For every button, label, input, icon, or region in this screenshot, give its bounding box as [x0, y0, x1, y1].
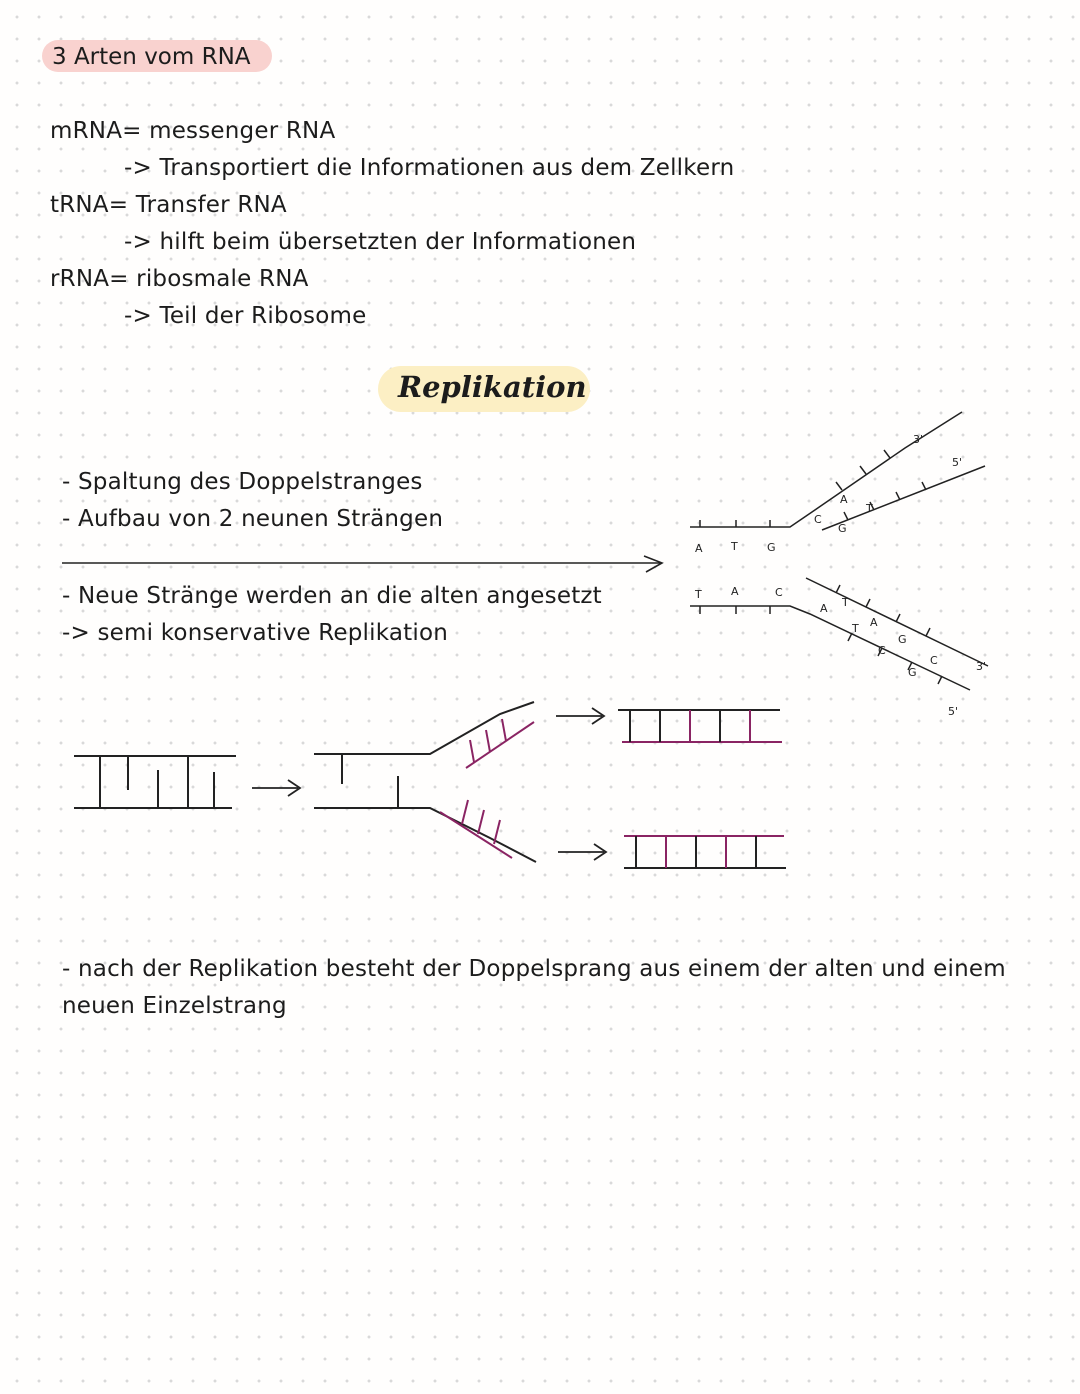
bullet-attach: - Neue Stränge werden an die alten angesetzt: [62, 583, 602, 609]
bullet-split: - Spaltung des Doppelstranges: [62, 469, 423, 495]
end-label: 3': [976, 660, 987, 673]
base-label: C: [878, 644, 886, 657]
fork-base-labels: [694, 433, 986, 718]
rna-type-m: mRNA= messenger RNA: [50, 118, 336, 144]
arrow-1: [252, 780, 300, 796]
end-label: 5': [948, 705, 959, 718]
daughter-strand-1: [618, 710, 782, 742]
section-title: Replikation: [398, 370, 587, 404]
base-label: T: [852, 622, 859, 635]
base-label: G: [908, 666, 917, 679]
base-label: T: [695, 588, 702, 601]
original-double-strand: [74, 756, 236, 808]
base-label: C: [930, 654, 938, 667]
daughter-strand-2: [624, 836, 786, 868]
base-label: G: [838, 522, 847, 535]
rna-type-r: rRNA= ribosmale RNA: [50, 266, 309, 292]
end-label: 3': [913, 433, 924, 446]
base-label: A: [731, 585, 739, 598]
base-label: C: [814, 513, 822, 526]
conclusion-line-1: - nach der Replikation besteht der Doppelsprang aus einem der alten und einem: [62, 956, 1006, 982]
base-label: A: [820, 602, 828, 615]
base-label: A: [870, 616, 878, 629]
base-label: G: [898, 633, 907, 646]
arrow-2: [556, 708, 604, 724]
rna-desc-t: -> hilft beim übersetzten der Informationen: [124, 229, 637, 255]
base-label: A: [695, 542, 703, 555]
arrow-3: [558, 844, 606, 860]
pointer-arrow: [62, 556, 662, 572]
rna-desc-m: -> Transportiert die Informationen aus dem Zellkern: [124, 155, 735, 181]
base-label: T: [866, 502, 873, 515]
base-label: A: [840, 493, 848, 506]
base-label: G: [767, 541, 776, 554]
end-label: 5': [952, 456, 963, 469]
base-label: C: [775, 586, 783, 599]
base-label: T: [842, 596, 849, 609]
bullet-semiconservative: -> semi konservative Replikation: [62, 620, 448, 646]
heading: 3 Arten vom RNA: [52, 44, 251, 70]
base-label: T: [731, 540, 738, 553]
conclusion-line-2: neuen Einzelstrang: [62, 993, 287, 1019]
bullet-build: - Aufbau von 2 neunen Strängen: [62, 506, 444, 532]
rna-type-t: tRNA= Transfer RNA: [50, 192, 287, 218]
rna-desc-r: -> Teil der Ribosome: [124, 303, 367, 329]
